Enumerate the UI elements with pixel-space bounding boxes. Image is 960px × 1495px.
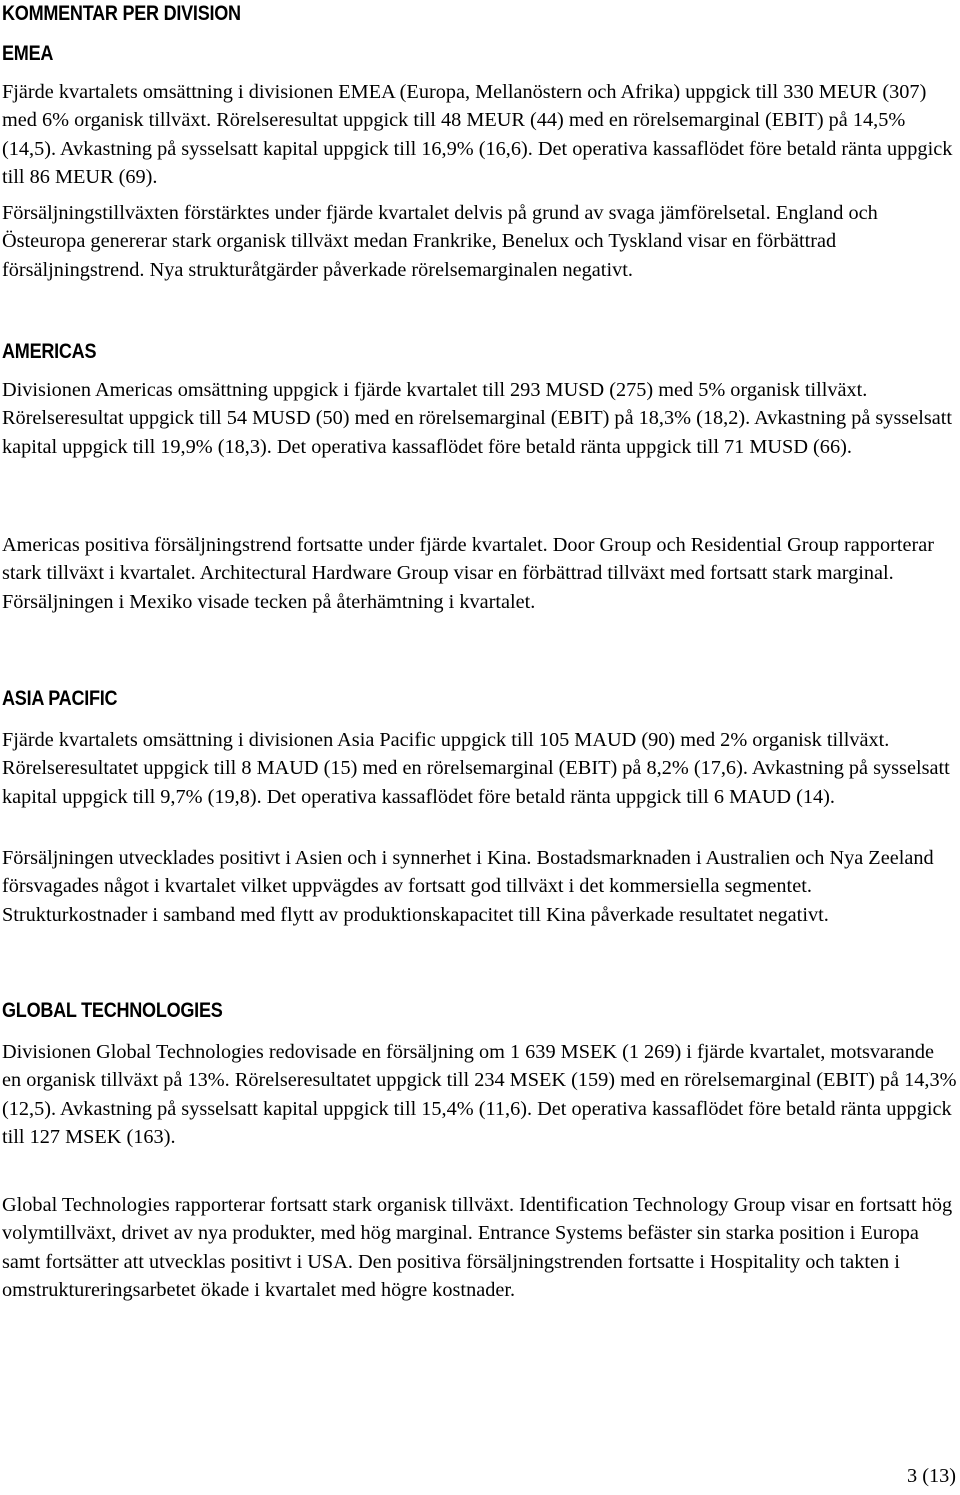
americas-paragraph-commentary: Americas positiva försäljningstrend fortsatte under fjärde kvartalet. Door Group och Residential Group rapporterar stark tillväxt i kvartalet. Architectural Hardware Group visar en förbättrad tillväxt med fortsatt stark marginal. Försäljningen i Mexiko visade tecken på återhämtning i kvartalet. (2, 534, 935, 613)
global-technologies-paragraph-results: Divisionen Global Technologies redovisade en försäljning om 1 639 MSEK (1 269) i fjärde kvartalet, motsvarande en organisk tillväxt på 13%. Rörelseresultatet uppgick till 234 MSEK (159) med en rörelsemarginal (EBIT) på 14,3% (12,5). Avkastning på sysselsatt kapital uppgick till 15,4% (11,6). Det operativa kassaflödet före betald ränta uppgick till 127 MSEK (163). (2, 1041, 957, 1148)
global-technologies-paragraph-commentary: Global Technologies rapporterar fortsatt stark organisk tillväxt. Identification Technology Group visar en fortsatt hög volymtillväxt, drivet av nya produkter, med hög marginal. Entrance Systems befäster sin starka position i Europa samt fortsätter att utvecklas positivt i USA. Den positiva försäljningstrenden fortsatte i Hospitality och takten i omstruktureringsarbetet ökade i kvartalet med högre kostnader. (2, 1194, 953, 1301)
asia-pacific-heading: ASIA PACIFIC (2, 687, 118, 710)
asia-pacific-paragraph-results: Fjärde kvartalets omsättning i divisionen Asia Pacific uppgick till 105 MAUD (90) med 2% organisk tillväxt. Rörelseresultatet uppgick till 8 MAUD (15) med en rörelsemarginal (EBIT) på 8,2% (17,6). Avkastning på sysselsatt kapital uppgick till 9,7% (19,8). Det operativa kassaflödet före betald ränta uppgick till 6 MAUD (14). (2, 729, 950, 808)
emea-paragraph-results: Fjärde kvartalets omsättning i divisionen EMEA (Europa, Mellanöstern och Afrika) uppgick till 330 MEUR (307) med 6% organisk tillväxt. Rörelseresultat uppgick till 48 MEUR (44) med en rörelsemarginal (EBIT) på 14,5% (14,5). Avkastning på sysselsatt kapital uppgick till 16,9% (16,6). Det operativa kassaflödet före betald ränta uppgick till 86 MEUR (69). (2, 81, 953, 188)
asia-pacific-paragraph-commentary: Försäljningen utvecklades positivt i Asien och i synnerhet i Kina. Bostadsmarknaden i Australien och Nya Zeeland försvagades något i kvartalet vilket uppvägdes av fortsatt god tillväxt i det kommersiella segmentet. Strukturkostnader i samband med flytt av produktionskapacitet till Kina påverkade resultatet negativt. (2, 847, 934, 926)
page-number: 3 (13) (907, 1465, 956, 1487)
americas-heading: AMERICAS (2, 340, 97, 363)
americas-paragraph-results: Divisionen Americas omsättning uppgick i fjärde kvartalet till 293 MUSD (275) med 5% organisk tillväxt. Rörelseresultat uppgick till 54 MUSD (50) med en rörelsemarginal (EBIT) på 18,3% (18,2). Avkastning på sysselsatt kapital uppgick till 19,9% (18,3). Det operativa kassaflödet före betald ränta uppgick till 71 MUSD (66). (2, 379, 953, 458)
emea-paragraph-commentary: Försäljningstillväxten förstärktes under fjärde kvartalet delvis på grund av svaga jämförelsetal. England och Östeuropa genererar stark organisk tillväxt medan Frankrike, Benelux och Tyskland visar en förbättrad försäljningstrend. Nya strukturåtgärder påverkade rörelsemarginalen negativt. (2, 202, 878, 281)
global-technologies-heading: GLOBAL TECHNOLOGIES (2, 999, 223, 1022)
emea-heading: EMEA (2, 42, 54, 65)
document-title: KOMMENTAR PER DIVISION (2, 2, 241, 25)
